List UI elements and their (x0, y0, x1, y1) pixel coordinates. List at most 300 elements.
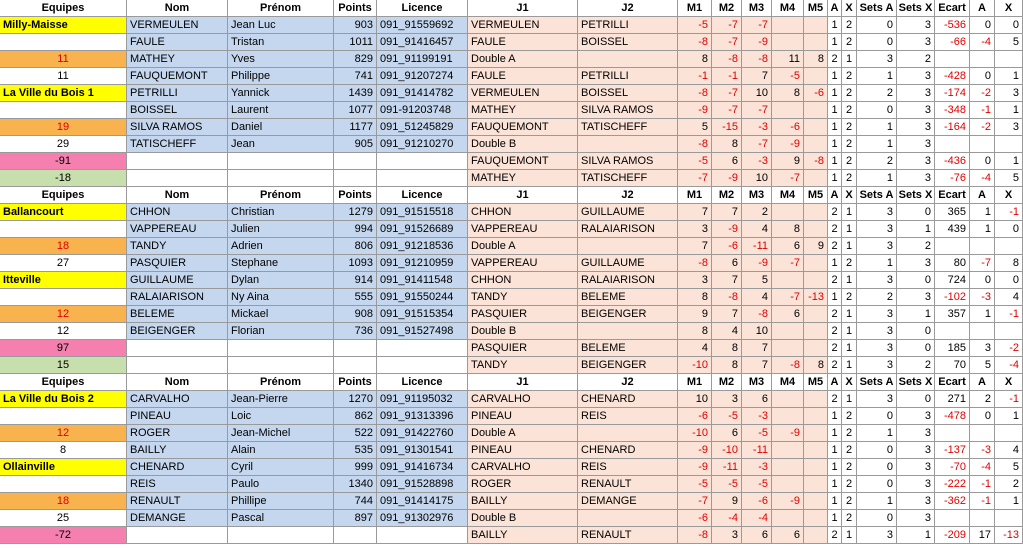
cell-points[interactable]: 1011 (334, 34, 377, 51)
cell-m1[interactable]: -5 (678, 17, 712, 34)
cell-m4[interactable] (772, 476, 804, 493)
cell-m2[interactable]: -5 (712, 476, 742, 493)
cell-nom[interactable]: PETRILLI (127, 85, 228, 102)
cell-team[interactable]: Ballancourt (0, 204, 127, 221)
cell-x[interactable]: 2 (842, 510, 857, 527)
cell-m3[interactable]: -9 (742, 34, 772, 51)
header-points[interactable]: Points (334, 0, 377, 17)
cell-team[interactable] (0, 476, 127, 493)
cell-a[interactable]: 1 (828, 17, 842, 34)
cell-m1[interactable]: 10 (678, 391, 712, 408)
cell-x[interactable]: 1 (842, 221, 857, 238)
cell-m4[interactable]: -6 (772, 119, 804, 136)
cell-ecart[interactable]: -209 (935, 527, 970, 544)
cell-x[interactable]: 2 (842, 408, 857, 425)
cell-m5[interactable] (804, 476, 828, 493)
cell-x[interactable]: 1 (842, 527, 857, 544)
cell-team[interactable]: 19 (0, 119, 127, 136)
cell-prenom[interactable]: Jean-Pierre (228, 391, 334, 408)
cell-licence[interactable]: 091_91527498 (377, 323, 468, 340)
header-m4[interactable]: M4 (772, 0, 804, 17)
cell-nom[interactable] (127, 527, 228, 544)
cell-a2[interactable]: 0 (970, 408, 995, 425)
cell-m5[interactable]: -8 (804, 153, 828, 170)
cell-nom[interactable]: CHHON (127, 204, 228, 221)
cell-m3[interactable]: 5 (742, 272, 772, 289)
cell-x[interactable]: 1 (842, 306, 857, 323)
cell-j1[interactable]: VERMEULEN (468, 17, 578, 34)
cell-nom[interactable]: DEMANGE (127, 510, 228, 527)
cell-m4[interactable]: -9 (772, 493, 804, 510)
cell-j1[interactable]: PASQUIER (468, 340, 578, 357)
cell-a2[interactable]: -2 (970, 85, 995, 102)
header-prenom[interactable]: Prénom (228, 0, 334, 17)
cell-m3[interactable]: -11 (742, 442, 772, 459)
cell-a[interactable]: 1 (828, 493, 842, 510)
cell-prenom[interactable]: Pascal (228, 510, 334, 527)
cell-x2[interactable]: 1 (995, 68, 1023, 85)
cell-nom[interactable]: PINEAU (127, 408, 228, 425)
cell-m5[interactable] (804, 170, 828, 187)
cell-j2[interactable]: PETRILLI (578, 68, 678, 85)
cell-x2[interactable] (995, 323, 1023, 340)
cell-a[interactable]: 2 (828, 272, 842, 289)
cell-ecart[interactable]: -536 (935, 17, 970, 34)
cell-sets_x[interactable]: 1 (897, 527, 935, 544)
cell-m3[interactable]: -7 (742, 136, 772, 153)
cell-m3[interactable]: -3 (742, 408, 772, 425)
cell-ecart[interactable]: 185 (935, 340, 970, 357)
cell-nom[interactable]: RALAIARISON (127, 289, 228, 306)
header-licence[interactable]: Licence (377, 374, 468, 391)
cell-sets_x[interactable]: 3 (897, 493, 935, 510)
cell-a2[interactable]: -4 (970, 34, 995, 51)
cell-a[interactable]: 1 (828, 170, 842, 187)
cell-prenom[interactable] (228, 153, 334, 170)
cell-x[interactable]: 2 (842, 170, 857, 187)
cell-ecart[interactable]: 439 (935, 221, 970, 238)
cell-m2[interactable]: 6 (712, 255, 742, 272)
cell-team[interactable]: Itteville (0, 272, 127, 289)
header-sets_a[interactable]: Sets A (857, 187, 897, 204)
cell-m5[interactable] (804, 272, 828, 289)
header-j1[interactable]: J1 (468, 374, 578, 391)
cell-sets_a[interactable]: 3 (857, 221, 897, 238)
cell-nom[interactable]: VERMEULEN (127, 17, 228, 34)
cell-a2[interactable]: 1 (970, 204, 995, 221)
cell-m3[interactable]: 7 (742, 357, 772, 374)
cell-m5[interactable] (804, 136, 828, 153)
cell-a2[interactable]: 0 (970, 17, 995, 34)
cell-j2[interactable]: GUILLAUME (578, 204, 678, 221)
cell-x[interactable]: 2 (842, 136, 857, 153)
cell-nom[interactable]: BOISSEL (127, 102, 228, 119)
cell-m1[interactable]: -5 (678, 476, 712, 493)
header-ecart[interactable]: Ecart (935, 0, 970, 17)
cell-sets_a[interactable]: 2 (857, 289, 897, 306)
cell-ecart[interactable]: -436 (935, 153, 970, 170)
cell-x[interactable]: 2 (842, 425, 857, 442)
cell-m5[interactable] (804, 255, 828, 272)
cell-sets_a[interactable]: 3 (857, 357, 897, 374)
cell-a2[interactable]: 1 (970, 306, 995, 323)
cell-x2[interactable]: -1 (995, 391, 1023, 408)
cell-j1[interactable]: BAILLY (468, 493, 578, 510)
cell-a[interactable]: 1 (828, 289, 842, 306)
cell-nom[interactable]: PASQUIER (127, 255, 228, 272)
cell-m2[interactable]: -11 (712, 459, 742, 476)
cell-a[interactable]: 1 (828, 459, 842, 476)
cell-sets_a[interactable]: 0 (857, 102, 897, 119)
cell-sets_a[interactable]: 1 (857, 136, 897, 153)
cell-team[interactable] (0, 221, 127, 238)
cell-x2[interactable]: 1 (995, 153, 1023, 170)
cell-m2[interactable]: -5 (712, 408, 742, 425)
cell-m3[interactable]: -3 (742, 119, 772, 136)
cell-sets_x[interactable]: 0 (897, 323, 935, 340)
cell-sets_a[interactable]: 3 (857, 340, 897, 357)
cell-sets_x[interactable]: 3 (897, 136, 935, 153)
cell-team[interactable]: 27 (0, 255, 127, 272)
header-nom[interactable]: Nom (127, 0, 228, 17)
cell-j2[interactable]: RALAIARISON (578, 221, 678, 238)
cell-sets_a[interactable]: 3 (857, 527, 897, 544)
cell-points[interactable]: 897 (334, 510, 377, 527)
cell-m3[interactable]: -8 (742, 306, 772, 323)
cell-m3[interactable]: -6 (742, 493, 772, 510)
cell-m5[interactable]: 9 (804, 238, 828, 255)
cell-j2[interactable]: BOISSEL (578, 34, 678, 51)
cell-j1[interactable]: FAUQUEMONT (468, 119, 578, 136)
cell-m3[interactable]: 7 (742, 68, 772, 85)
cell-team[interactable]: -18 (0, 170, 127, 187)
header-a[interactable]: A (828, 0, 842, 17)
cell-team[interactable]: 12 (0, 306, 127, 323)
header-m2[interactable]: M2 (712, 187, 742, 204)
cell-prenom[interactable]: Julien (228, 221, 334, 238)
cell-prenom[interactable] (228, 340, 334, 357)
cell-sets_x[interactable]: 2 (897, 238, 935, 255)
cell-a2[interactable]: -1 (970, 493, 995, 510)
cell-m5[interactable] (804, 527, 828, 544)
cell-m1[interactable]: -8 (678, 85, 712, 102)
cell-ecart[interactable]: 70 (935, 357, 970, 374)
cell-ecart[interactable]: -362 (935, 493, 970, 510)
cell-m5[interactable] (804, 204, 828, 221)
cell-a[interactable]: 1 (828, 119, 842, 136)
cell-m5[interactable] (804, 459, 828, 476)
cell-x[interactable]: 1 (842, 391, 857, 408)
cell-m4[interactable] (772, 340, 804, 357)
cell-m1[interactable]: -8 (678, 255, 712, 272)
cell-licence[interactable]: 091_91422760 (377, 425, 468, 442)
cell-points[interactable] (334, 340, 377, 357)
cell-x2[interactable]: 4 (995, 289, 1023, 306)
cell-j2[interactable]: TATISCHEFF (578, 119, 678, 136)
cell-points[interactable]: 1093 (334, 255, 377, 272)
header-a[interactable]: A (828, 374, 842, 391)
cell-m2[interactable]: -8 (712, 289, 742, 306)
cell-a2[interactable]: 17 (970, 527, 995, 544)
header-points[interactable]: Points (334, 187, 377, 204)
cell-licence[interactable]: 091_91301541 (377, 442, 468, 459)
cell-a[interactable]: 1 (828, 102, 842, 119)
cell-x[interactable]: 2 (842, 119, 857, 136)
cell-points[interactable]: 535 (334, 442, 377, 459)
cell-x[interactable]: 1 (842, 340, 857, 357)
header-j1[interactable]: J1 (468, 187, 578, 204)
cell-licence[interactable]: 091-91203748 (377, 102, 468, 119)
header-sets_x[interactable]: Sets X (897, 187, 935, 204)
cell-ecart[interactable]: -70 (935, 459, 970, 476)
cell-licence[interactable]: 091_91210959 (377, 255, 468, 272)
cell-team[interactable]: -72 (0, 527, 127, 544)
cell-m4[interactable] (772, 323, 804, 340)
cell-m1[interactable]: 8 (678, 51, 712, 68)
cell-m1[interactable]: 3 (678, 272, 712, 289)
header-ecart[interactable]: Ecart (935, 374, 970, 391)
cell-m4[interactable] (772, 408, 804, 425)
cell-m4[interactable] (772, 272, 804, 289)
cell-m2[interactable]: -8 (712, 51, 742, 68)
cell-j2[interactable]: RENAULT (578, 527, 678, 544)
cell-m5[interactable]: -6 (804, 85, 828, 102)
cell-j2[interactable]: RALAIARISON (578, 272, 678, 289)
cell-sets_a[interactable]: 1 (857, 119, 897, 136)
cell-j2[interactable] (578, 51, 678, 68)
cell-sets_a[interactable]: 3 (857, 323, 897, 340)
cell-ecart[interactable] (935, 323, 970, 340)
cell-j2[interactable]: CHENARD (578, 391, 678, 408)
cell-points[interactable] (334, 527, 377, 544)
cell-x2[interactable]: 3 (995, 119, 1023, 136)
cell-prenom[interactable]: Christian (228, 204, 334, 221)
cell-m4[interactable] (772, 459, 804, 476)
cell-x2[interactable]: -4 (995, 357, 1023, 374)
cell-team[interactable]: Ollainville (0, 459, 127, 476)
cell-licence[interactable] (377, 153, 468, 170)
cell-m2[interactable]: -15 (712, 119, 742, 136)
cell-m4[interactable] (772, 204, 804, 221)
header-m5[interactable]: M5 (804, 0, 828, 17)
cell-x[interactable]: 1 (842, 204, 857, 221)
cell-j2[interactable]: BELEME (578, 340, 678, 357)
cell-sets_x[interactable]: 3 (897, 510, 935, 527)
header-prenom[interactable]: Prénom (228, 374, 334, 391)
cell-j2[interactable]: CHENARD (578, 442, 678, 459)
header-m4[interactable]: M4 (772, 187, 804, 204)
cell-points[interactable]: 862 (334, 408, 377, 425)
cell-ecart[interactable]: 271 (935, 391, 970, 408)
cell-j1[interactable]: ROGER (468, 476, 578, 493)
cell-sets_x[interactable]: 1 (897, 306, 935, 323)
cell-m4[interactable]: -7 (772, 289, 804, 306)
header-sets_a[interactable]: Sets A (857, 0, 897, 17)
header-m2[interactable]: M2 (712, 374, 742, 391)
cell-licence[interactable]: 091_91218536 (377, 238, 468, 255)
cell-m1[interactable]: 4 (678, 340, 712, 357)
cell-j1[interactable]: MATHEY (468, 102, 578, 119)
cell-sets_a[interactable]: 0 (857, 34, 897, 51)
cell-ecart[interactable]: -66 (935, 34, 970, 51)
header-sets_x[interactable]: Sets X (897, 374, 935, 391)
header-j2[interactable]: J2 (578, 187, 678, 204)
cell-sets_x[interactable]: 3 (897, 476, 935, 493)
cell-ecart[interactable] (935, 510, 970, 527)
header-sets_x[interactable]: Sets X (897, 0, 935, 17)
header-equipes[interactable]: Equipes (0, 0, 127, 17)
header-ecart[interactable]: Ecart (935, 187, 970, 204)
cell-j2[interactable]: BOISSEL (578, 85, 678, 102)
header-x2[interactable]: X (995, 0, 1023, 17)
cell-m3[interactable]: 2 (742, 204, 772, 221)
cell-sets_a[interactable]: 3 (857, 204, 897, 221)
cell-m1[interactable]: -5 (678, 153, 712, 170)
cell-x2[interactable]: -13 (995, 527, 1023, 544)
cell-a2[interactable] (970, 425, 995, 442)
cell-m5[interactable] (804, 442, 828, 459)
cell-nom[interactable]: TANDY (127, 238, 228, 255)
cell-sets_a[interactable]: 1 (857, 170, 897, 187)
cell-a[interactable]: 2 (828, 340, 842, 357)
cell-m1[interactable]: -9 (678, 102, 712, 119)
cell-prenom[interactable]: Paulo (228, 476, 334, 493)
cell-m3[interactable]: -4 (742, 510, 772, 527)
cell-points[interactable]: 914 (334, 272, 377, 289)
cell-m3[interactable]: -5 (742, 476, 772, 493)
cell-m1[interactable]: 5 (678, 119, 712, 136)
cell-sets_x[interactable]: 0 (897, 340, 935, 357)
header-nom[interactable]: Nom (127, 187, 228, 204)
cell-points[interactable]: 522 (334, 425, 377, 442)
cell-nom[interactable]: SILVA RAMOS (127, 119, 228, 136)
cell-j1[interactable]: PINEAU (468, 408, 578, 425)
header-nom[interactable]: Nom (127, 374, 228, 391)
cell-m1[interactable]: -1 (678, 68, 712, 85)
cell-j1[interactable]: MATHEY (468, 170, 578, 187)
cell-sets_a[interactable]: 3 (857, 272, 897, 289)
cell-m4[interactable]: -7 (772, 255, 804, 272)
cell-x2[interactable]: 8 (995, 255, 1023, 272)
cell-ecart[interactable]: -76 (935, 170, 970, 187)
cell-m1[interactable]: 7 (678, 204, 712, 221)
cell-m2[interactable]: 7 (712, 272, 742, 289)
cell-j1[interactable]: PASQUIER (468, 306, 578, 323)
cell-sets_a[interactable]: 2 (857, 153, 897, 170)
cell-m2[interactable]: 3 (712, 527, 742, 544)
cell-m2[interactable]: 9 (712, 493, 742, 510)
cell-ecart[interactable]: -102 (935, 289, 970, 306)
cell-x2[interactable]: 2 (995, 476, 1023, 493)
cell-points[interactable]: 829 (334, 51, 377, 68)
cell-x[interactable]: 1 (842, 272, 857, 289)
cell-m2[interactable]: 4 (712, 323, 742, 340)
cell-m5[interactable] (804, 408, 828, 425)
cell-nom[interactable]: TATISCHEFF (127, 136, 228, 153)
cell-team[interactable] (0, 34, 127, 51)
cell-m2[interactable]: 6 (712, 425, 742, 442)
cell-x2[interactable]: 0 (995, 221, 1023, 238)
cell-m1[interactable]: -10 (678, 425, 712, 442)
cell-j2[interactable] (578, 136, 678, 153)
cell-sets_x[interactable]: 0 (897, 272, 935, 289)
cell-sets_x[interactable]: 0 (897, 391, 935, 408)
cell-j2[interactable]: DEMANGE (578, 493, 678, 510)
cell-a[interactable]: 1 (828, 408, 842, 425)
cell-m5[interactable] (804, 221, 828, 238)
cell-nom[interactable] (127, 153, 228, 170)
cell-prenom[interactable]: Jean Luc (228, 17, 334, 34)
cell-j2[interactable]: BEIGENGER (578, 306, 678, 323)
cell-licence[interactable]: 091_91526689 (377, 221, 468, 238)
cell-m3[interactable]: -3 (742, 153, 772, 170)
cell-m2[interactable]: 7 (712, 306, 742, 323)
cell-a[interactable]: 1 (828, 442, 842, 459)
cell-ecart[interactable]: -137 (935, 442, 970, 459)
header-j1[interactable]: J1 (468, 0, 578, 17)
cell-m5[interactable]: 8 (804, 357, 828, 374)
cell-a2[interactable] (970, 136, 995, 153)
cell-j2[interactable]: GUILLAUME (578, 255, 678, 272)
cell-m1[interactable]: 8 (678, 289, 712, 306)
cell-licence[interactable]: 091_91207274 (377, 68, 468, 85)
cell-prenom[interactable]: Yves (228, 51, 334, 68)
cell-a2[interactable]: -3 (970, 442, 995, 459)
header-m5[interactable]: M5 (804, 187, 828, 204)
cell-sets_a[interactable]: 1 (857, 493, 897, 510)
cell-j1[interactable]: CHHON (468, 204, 578, 221)
cell-team[interactable]: 11 (0, 68, 127, 85)
header-m3[interactable]: M3 (742, 0, 772, 17)
cell-licence[interactable]: 091_91559692 (377, 17, 468, 34)
cell-licence[interactable]: 091_91313396 (377, 408, 468, 425)
cell-a2[interactable]: -4 (970, 170, 995, 187)
cell-ecart[interactable]: -428 (935, 68, 970, 85)
header-equipes[interactable]: Equipes (0, 374, 127, 391)
cell-m5[interactable] (804, 391, 828, 408)
cell-m1[interactable]: 9 (678, 306, 712, 323)
cell-points[interactable] (334, 153, 377, 170)
cell-sets_a[interactable]: 0 (857, 17, 897, 34)
cell-team[interactable]: Milly-Maisse (0, 17, 127, 34)
cell-x2[interactable]: 5 (995, 34, 1023, 51)
cell-j1[interactable]: CARVALHO (468, 391, 578, 408)
cell-m3[interactable]: -11 (742, 238, 772, 255)
cell-j2[interactable]: BELEME (578, 289, 678, 306)
cell-x2[interactable]: 1 (995, 408, 1023, 425)
cell-sets_x[interactable]: 2 (897, 357, 935, 374)
cell-ecart[interactable]: 724 (935, 272, 970, 289)
cell-m5[interactable] (804, 119, 828, 136)
cell-m3[interactable]: 6 (742, 527, 772, 544)
cell-team[interactable]: 18 (0, 238, 127, 255)
cell-sets_x[interactable]: 3 (897, 17, 935, 34)
cell-m1[interactable]: -6 (678, 408, 712, 425)
cell-a[interactable]: 2 (828, 204, 842, 221)
cell-nom[interactable]: BAILLY (127, 442, 228, 459)
cell-m4[interactable]: 8 (772, 85, 804, 102)
cell-j2[interactable] (578, 510, 678, 527)
cell-team[interactable]: 15 (0, 357, 127, 374)
header-sets_a[interactable]: Sets A (857, 374, 897, 391)
cell-nom[interactable] (127, 170, 228, 187)
cell-points[interactable]: 1077 (334, 102, 377, 119)
cell-m3[interactable]: 10 (742, 323, 772, 340)
cell-team[interactable]: 8 (0, 442, 127, 459)
cell-points[interactable]: 741 (334, 68, 377, 85)
cell-m1[interactable]: -7 (678, 170, 712, 187)
cell-m2[interactable]: 8 (712, 357, 742, 374)
